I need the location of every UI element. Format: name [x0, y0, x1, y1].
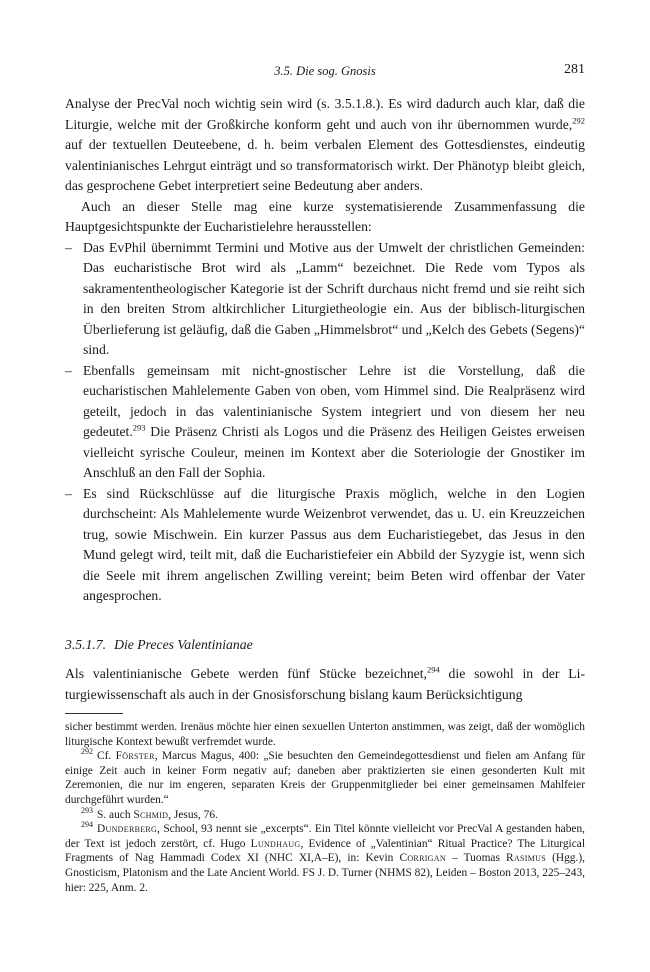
- book-page: [65, 62, 585, 895]
- footnote-text: (Hgg.), Gnosticism, Platonism and the Late Ancient World. FS J. D. Turner (NHMS 82), Leiden – Boston 2013, 225–243, hier: 225, Anm. 2.: [65, 852, 585, 894]
- paragraph-3-text-b: die sowohl in der Liturgiewissenschaft als auch in der Gnosisforschung bislang kaum Berücksichtigung: [65, 666, 585, 702]
- footnote-ref-294: 294: [426, 664, 440, 675]
- footnote-text: , Evidence of „Valentinian“ Ritual Practice? The Liturgical Fragments of Nag Hammadi Codex XI (NHC XI,A–E), in: Kevin: [65, 837, 585, 865]
- footnote-294: [65, 822, 585, 895]
- summary-list: [65, 238, 585, 607]
- author-name: Dunderberg: [97, 823, 158, 836]
- footnote-text: – Tuomas: [445, 852, 507, 865]
- main-text: [65, 94, 585, 705]
- list-item-text-a: Ebenfalls gemeinsam mit nicht-gnostischer Lehre ist die Vorstellung, daß die eucharistischen Mahlelemente Gaben von oben, vom Himmel sind. Die Realpräsenz wird geteilt, jedoch in das valentinianische System integriert und von diesem her neu gedeutet.: [83, 362, 585, 439]
- paragraph-1: [65, 94, 585, 197]
- paragraph-1-text-a: Analyse der PrecVal noch wichtig sein wird (s. 3.5.1.8.). Es wird dadurch auch klar, daß die Liturgie, welche mit der Großkirche konform geht und auch von ihr übernommen wurde,: [65, 96, 585, 132]
- paragraph-1-text-b: auf der textuellen Deuteebene, d. h. beim verbalen Element des Gottesdienstes, eindeutig valentinianisches Lehrgut einträgt und so transformatorisch wirkt. Der Phänotyp bleibt gleich, das gesprochene Gebet interpretiert seine Bedeutung aber anders.: [65, 137, 585, 193]
- page-number: 281: [564, 62, 585, 77]
- footnote-text: Cf.: [97, 750, 116, 763]
- footnote-divider: [65, 713, 123, 714]
- footnote-number: 294: [81, 820, 93, 830]
- list-item: [65, 238, 585, 361]
- footnote-text: , Marcus Magus, 400: „Sie besuchten den Gemeindegottesdienst und fielen am Anfang für einige Zeit auch in keiner Form negativ auf; daneben aber praktizierten sie einen gesonderten Kult mit Zeremonien, die nur im engeren, separaten Kreis der Gruppenmitglieder bei einer gemeinsamen Mahlfeier durchgeführt wurden.“: [65, 750, 585, 806]
- section-heading: [65, 635, 585, 656]
- section-title: Die Preces Valentinianae: [114, 636, 253, 652]
- author-name: Corrigan: [399, 852, 446, 865]
- list-item-text: Das EvPhil übernimmt Termini und Motive aus der Umwelt der christlichen Gemeinden: Das eucharistische Brot wird als „Lamm“ bezeichnet. Die Rede vom Typos als sakramententheologischer Kategorie ist der Schrift durchaus nicht fremd und sie reiht sich in den breiten Strom altkirchlicher Liturgietheologie ein. Aus der biblisch-liturgischen Überlieferung ist geläufig, daß die Gaben „Himmelsbrot“ und „Kelch des Gebets (Segens)“ sind.: [83, 239, 585, 357]
- footnotes: [65, 720, 585, 895]
- footnote-continuation: sicher bestimmt werden. Irenäus möchte hier einen sexuellen Unterton anstimmen, was zeigt, daß der womöglich liturgische Kontext bewußt verfremdet wurde.: [65, 721, 585, 748]
- author-name: Rasimus: [506, 852, 546, 865]
- footnote-number: 292: [81, 747, 93, 757]
- running-head-title: 3.5. Die sog. Gnosis: [274, 64, 376, 78]
- list-item: [65, 361, 585, 484]
- author-name: Lundhaug: [250, 837, 301, 850]
- paragraph-2: Auch an dieser Stelle mag eine kurze systematisierende Zusammenfassung die Hauptgesichtspunkte der Eucharistielehre herausstellen:: [65, 198, 585, 234]
- paragraph-3-text-a: Als valentinianische Gebete werden fünf Stücke bezeichnet,: [65, 666, 427, 681]
- footnote-ref-292: 292: [572, 114, 585, 125]
- footnote-ref-293: 293: [132, 422, 146, 433]
- running-head: [65, 62, 585, 84]
- list-item-text-b: Die Präsenz Christi als Logos und die Präsenz des Heiligen Geistes erweisen vielleicht syrische Couleur, meinen im Kontext aber die Soteriologie der Gnostiker im Anschluß an den Fall der Sophia.: [83, 424, 585, 480]
- footnote-number: 293: [81, 805, 93, 815]
- section-number: 3.5.1.7.: [65, 636, 107, 652]
- dash-marker: –: [65, 362, 72, 378]
- dash-marker: –: [65, 239, 72, 255]
- footnote-text: , Jesus, 76.: [168, 808, 218, 821]
- list-item: [65, 484, 585, 607]
- footnote-293: [65, 805, 585, 823]
- author-name: Förster: [115, 750, 155, 763]
- footnote-292: [65, 749, 585, 807]
- dash-marker: –: [65, 485, 72, 501]
- footnote-text: S. auch: [97, 808, 134, 821]
- paragraph-3: [65, 664, 585, 705]
- author-name: Schmid: [133, 808, 169, 821]
- footnote-text: , School, 93 nennt sie „excerpts“. Ein Titel könnte vielleicht vor PrecVal A gestanden haben, der Text ist jedoch zerstört, cf. Hugo: [65, 823, 585, 850]
- list-item-text: Es sind Rückschlüsse auf die liturgische Praxis möglich, welche in den Logien durchscheint: Als Mahlelemente wurde Weizenbrot verwendet, das u. U. ein Kreuzzeichen trug, sowie Mischwein. Ein kurzer Passus aus dem Eucharistiegebet, das Jesus in den Mund gelegt wird, teilt mit, daß die Eucharistiefeier ein Abbild der Syzygie ist, wenn sich die Seele mit ihrem angelischen Zwilling vereint; beim Beten wird offenbar der Vater angesprochen.: [83, 485, 585, 603]
